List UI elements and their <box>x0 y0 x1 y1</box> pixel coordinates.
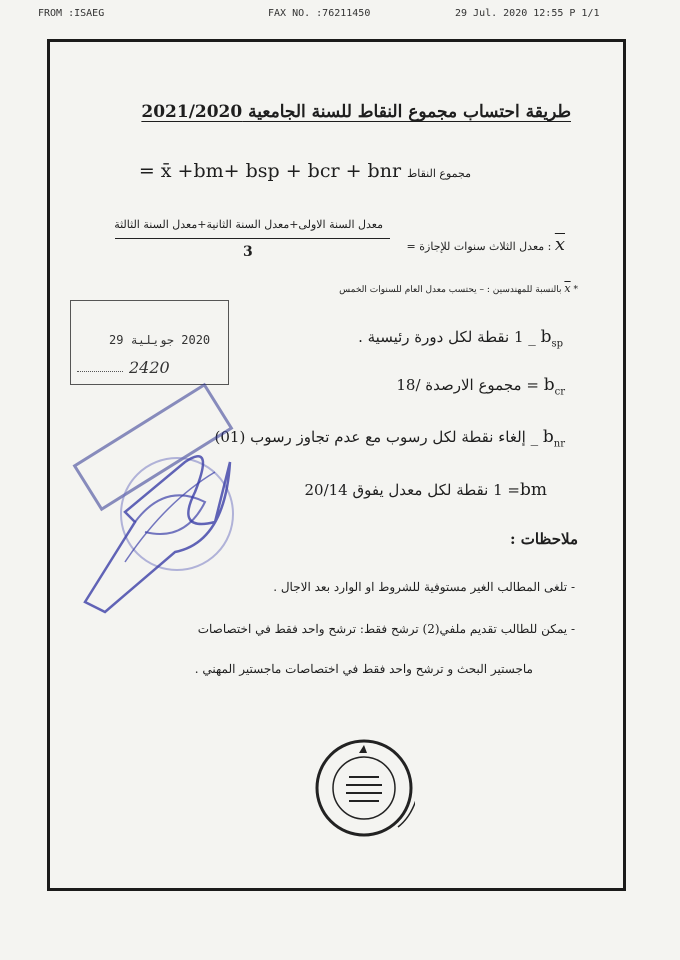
stamp-number: 2420 <box>129 358 170 377</box>
received-date-stamp <box>70 300 229 385</box>
bnr-definition: $b_{nr}$ _ إلغاء نقطة لكل رسوب مع عدم تجاوز رسوب (01) <box>214 427 565 450</box>
document-title: طريقة احتساب مجموع النقاط للسنة الجامعية 2021/2020 <box>141 102 571 122</box>
formula-expression: = x̄ +bm+ bsp + bcr + bnr <box>138 160 402 182</box>
note-item: - تلغى المطالب الغير مستوفية للشروط او الوارد بعد الاجال . <box>273 580 575 594</box>
bm-definition: bm= 1 نقطة لكل معدل يفوق 20/14 <box>304 480 547 500</box>
bcr-definition: $b_{cr}$ = مجموع الارصدة /18 <box>396 375 565 398</box>
fax-number: FAX NO. :76211450 <box>268 8 371 19</box>
bsp-text: 1 نقطة لكل دورة رئيسية . <box>358 328 524 346</box>
fraction-bar <box>115 238 390 239</box>
xbar-small-symbol: x <box>564 282 571 295</box>
stamp-date: 2020 جويلية 29 <box>109 333 211 347</box>
note-item-continuation: ماجستير البحث و ترشح واحد فقط في اختصاصات ماجستير المهني . <box>194 662 533 676</box>
total-points-formula <box>139 160 471 182</box>
bnr-symbol: $b_{nr}$ <box>542 427 565 450</box>
notes-heading: ملاحظات : <box>509 530 578 548</box>
bsp-symbol: $b_{sp}$ <box>540 327 563 350</box>
engineers-note: * x بالنسبة للمهندسين : – يحتسب معدل العام للسنوات الخمس <box>339 282 578 295</box>
note-item: - يمكن للطالب تقديم ملفي(2) ترشح فقط: ترشح واحد فقط في اختصاصات <box>197 622 575 636</box>
xbar-symbol: x <box>554 234 565 255</box>
fraction-numerator: معدل السنة الاولى+معدل السنة الثانية+معدل السنة الثالثة <box>114 218 383 231</box>
bm-symbol: bm <box>519 480 547 500</box>
note-1-text: تلغى المطالب الغير مستوفية للشروط او الوارد بعد الاجال . <box>273 580 568 594</box>
document-frame <box>47 39 626 891</box>
round-institution-stamp <box>313 737 415 839</box>
fraction-denominator: 3 <box>243 244 253 260</box>
bnr-text: إلغاء نقطة لكل رسوب مع عدم تجاوز رسوب (01) <box>214 428 526 446</box>
xbar-definition-text: معدل الثلاث سنوات للإجازة <box>419 240 545 253</box>
engineers-note-text: بالنسبة للمهندسين : – يحتسب معدل العام للسنوات الخمس <box>339 285 562 295</box>
bcr-text: مجموع الارصدة /18 <box>396 376 522 394</box>
bm-text: 1 نقطة لكل معدل يفوق 20/14 <box>304 481 503 499</box>
stamp-dotted-line <box>77 371 123 372</box>
bcr-symbol: $b_{cr}$ <box>543 375 565 398</box>
formula-label: مجموع النقاط <box>407 167 471 180</box>
note-2-text: يمكن للطالب تقديم ملفي(2) ترشح فقط: ترشح واحد فقط في اختصاصات <box>197 622 568 636</box>
fax-date: 29 Jul. 2020 12:55 P 1/1 <box>455 8 600 19</box>
signature <box>65 402 255 622</box>
fax-from: FROM :ISAEG <box>38 8 105 19</box>
bsp-definition: $b_{sp}$ _ 1 نقطة لكل دورة رئيسية . <box>358 327 563 350</box>
xbar-definition: x : معدل الثلاث سنوات للإجازة = <box>406 234 565 255</box>
